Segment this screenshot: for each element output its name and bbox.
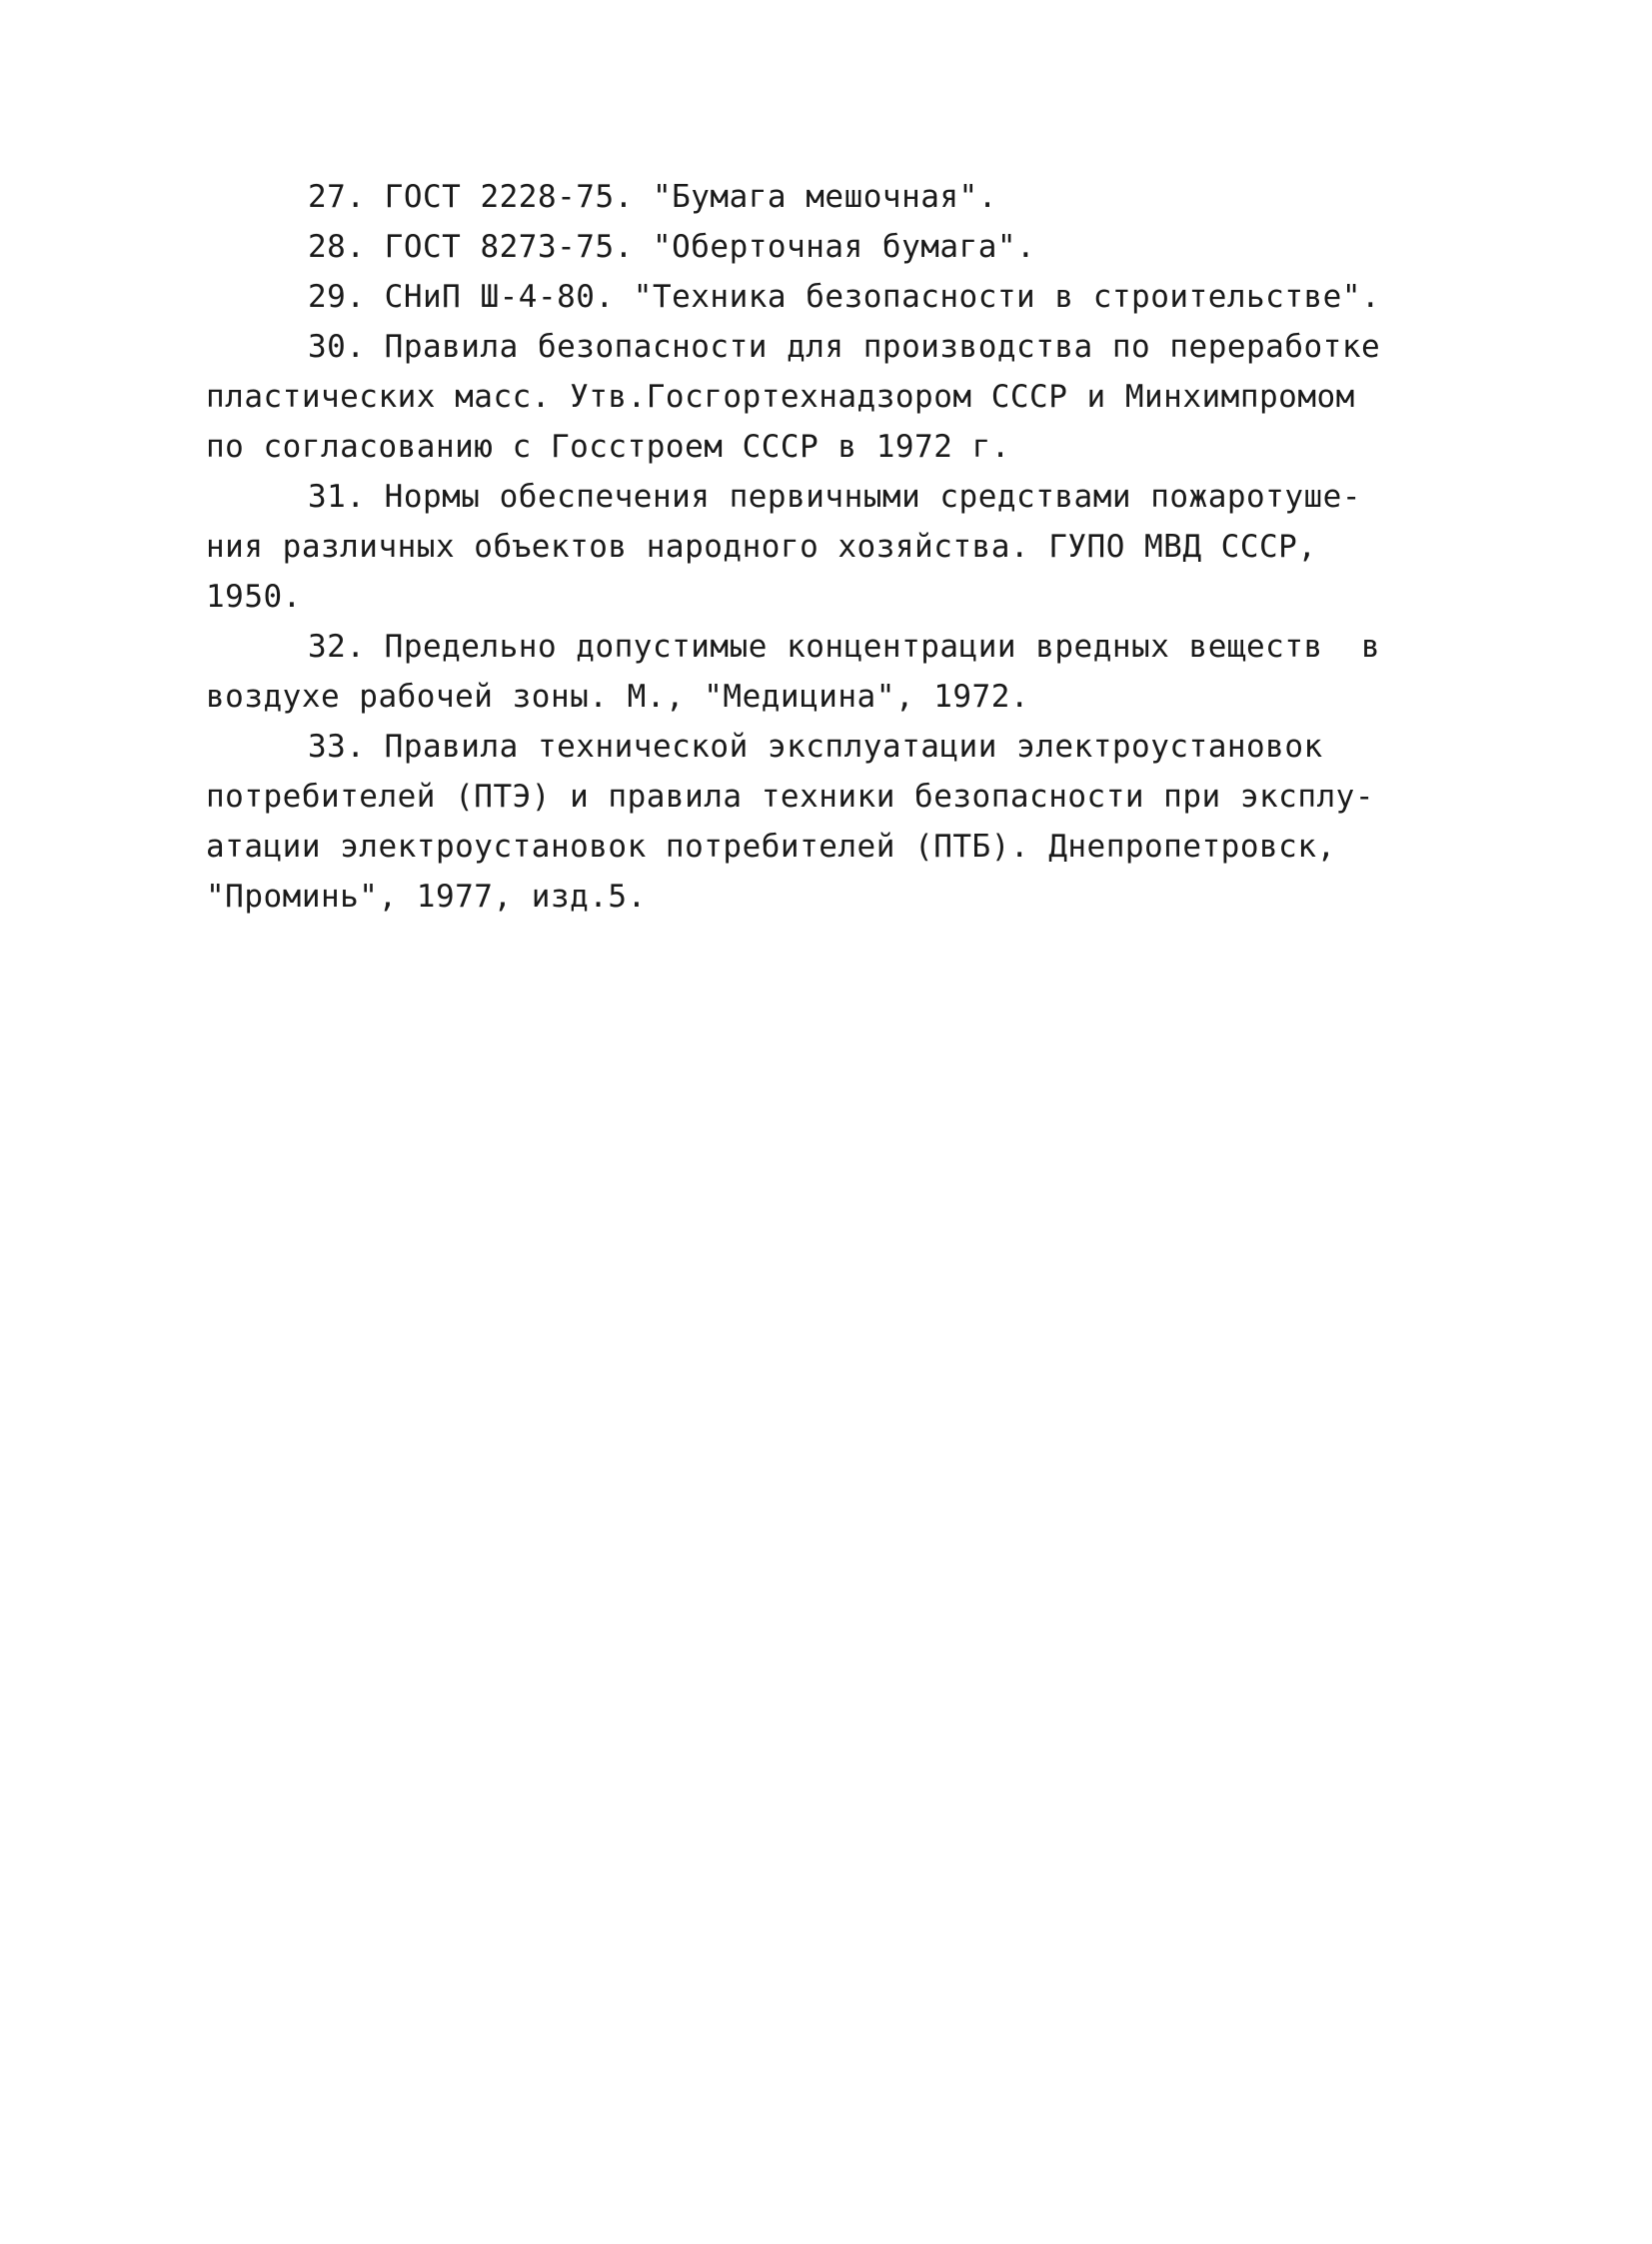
reference-item-31: [206, 472, 1465, 622]
reference-line: по согласованию с Госстроем СССР в 1972 г.: [206, 429, 1010, 465]
reference-line: воздухе рабочей зоны. М., "Медицина", 1972.: [206, 679, 1030, 715]
reference-line: потребителей (ПТЭ) и правила техники безопасности при эксплу-: [206, 779, 1374, 815]
reference-line: 30. Правила безопасности для производства по переработке: [308, 329, 1381, 365]
reference-line: ния различных объектов народного хозяйства. ГУПО МВД СССР,: [206, 529, 1317, 565]
reference-line: 31. Нормы обеспечения первичными средствами пожаротуше-: [308, 479, 1361, 515]
reference-item-29: [206, 272, 1465, 322]
reference-line: 1950.: [206, 579, 302, 615]
reference-item-27: [206, 172, 1465, 222]
reference-item-30: [206, 322, 1465, 472]
reference-line: атации электроустановок потребителей (ПТБ). Днепропетровск,: [206, 829, 1336, 865]
reference-line: 32. Предельно допустимые концентрации вредных веществ в: [308, 629, 1381, 665]
reference-line: "Проминь", 1977, изд.5.: [206, 879, 647, 915]
reference-line: 33. Правила технической эксплуатации электроустановок: [308, 729, 1323, 765]
reference-item-32: [206, 622, 1465, 722]
reference-list: [206, 172, 1465, 922]
reference-line: 29. СНиП Ш-4-80. "Техника безопасности в строительстве".: [308, 279, 1381, 315]
reference-item-33: [206, 722, 1465, 922]
reference-line: 28. ГОСТ 8273-75. "Оберточная бумага".: [308, 229, 1036, 265]
reference-line: пластических масс. Утв.Госгортехнадзором СССР и Минхимпромом: [206, 379, 1355, 415]
reference-line: 27. ГОСТ 2228-75. "Бумага мешочная".: [308, 179, 997, 215]
reference-item-28: [206, 222, 1465, 272]
